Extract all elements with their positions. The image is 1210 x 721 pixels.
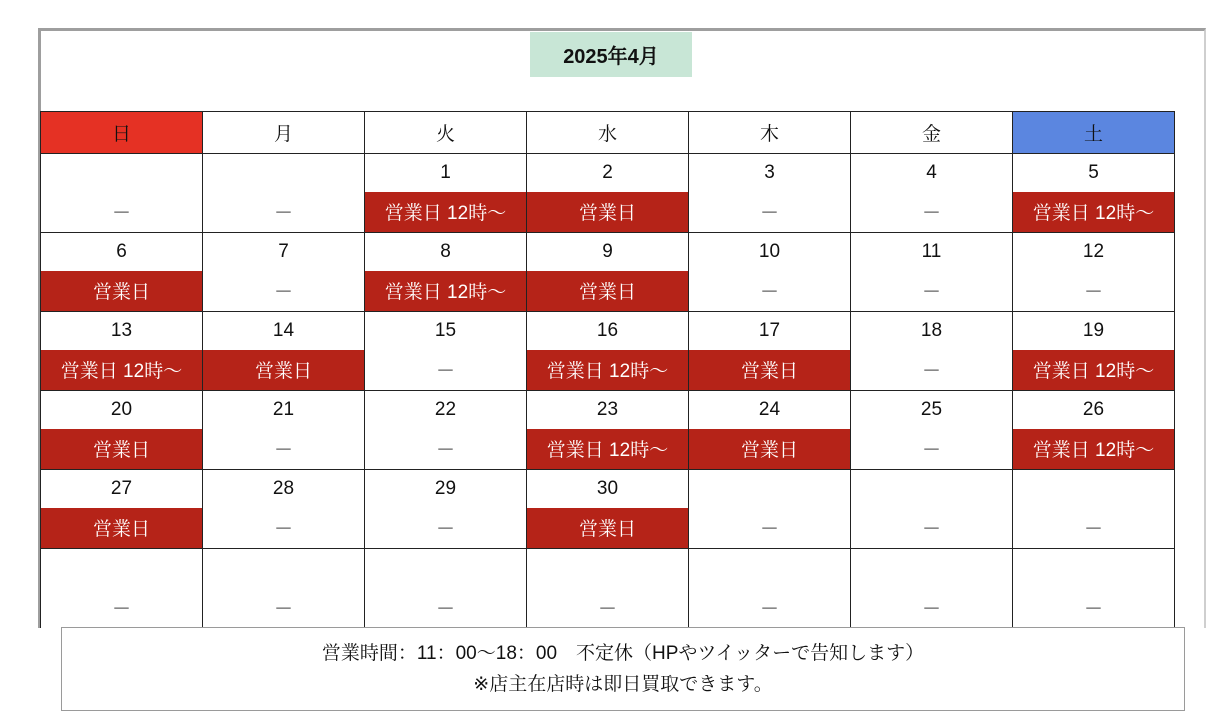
day-status: 営業日 bbox=[203, 350, 365, 391]
day-status: － bbox=[527, 587, 689, 628]
week-date-row bbox=[41, 154, 1175, 192]
weekday-header-row bbox=[41, 112, 1175, 154]
day-number: 19 bbox=[1013, 312, 1175, 350]
day-number: 16 bbox=[527, 312, 689, 350]
day-status: － bbox=[1013, 587, 1175, 628]
day-status: － bbox=[851, 587, 1013, 628]
day-status: 営業日 bbox=[527, 508, 689, 549]
weekday-header: 木 bbox=[689, 112, 851, 154]
day-status: 営業日 12時〜 bbox=[1013, 350, 1175, 391]
day-status: － bbox=[41, 587, 203, 628]
day-status: 営業日 12時〜 bbox=[527, 429, 689, 470]
day-number: 15 bbox=[365, 312, 527, 350]
day-status: － bbox=[689, 508, 851, 549]
weekday-header: 土 bbox=[1013, 112, 1175, 154]
day-number: 9 bbox=[527, 233, 689, 271]
day-status: 営業日 bbox=[41, 271, 203, 312]
day-status: － bbox=[365, 429, 527, 470]
day-number: 13 bbox=[41, 312, 203, 350]
day-number: 27 bbox=[41, 470, 203, 508]
day-number: 28 bbox=[203, 470, 365, 508]
day-number bbox=[689, 470, 851, 508]
day-number: 24 bbox=[689, 391, 851, 429]
day-status: － bbox=[203, 271, 365, 312]
day-status: 営業日 bbox=[527, 271, 689, 312]
day-status: 営業日 12時〜 bbox=[527, 350, 689, 391]
day-number: 23 bbox=[527, 391, 689, 429]
week-date-row bbox=[41, 312, 1175, 350]
day-number: 6 bbox=[41, 233, 203, 271]
day-status: － bbox=[689, 192, 851, 233]
day-number bbox=[851, 549, 1013, 587]
day-status: － bbox=[41, 192, 203, 233]
day-status: － bbox=[203, 192, 365, 233]
weekday-header: 月 bbox=[203, 112, 365, 154]
day-status: － bbox=[851, 271, 1013, 312]
day-number: 25 bbox=[851, 391, 1013, 429]
week-date-row bbox=[41, 233, 1175, 271]
day-number: 7 bbox=[203, 233, 365, 271]
day-number: 17 bbox=[689, 312, 851, 350]
day-number: 11 bbox=[851, 233, 1013, 271]
day-status: 営業日 12時〜 bbox=[1013, 429, 1175, 470]
day-number bbox=[365, 549, 527, 587]
week-date-row bbox=[41, 470, 1175, 508]
day-number: 22 bbox=[365, 391, 527, 429]
day-number: 29 bbox=[365, 470, 527, 508]
week-date-row bbox=[41, 549, 1175, 587]
day-status: 営業日 bbox=[689, 429, 851, 470]
day-number bbox=[41, 154, 203, 192]
day-status: － bbox=[851, 508, 1013, 549]
weekday-header: 水 bbox=[527, 112, 689, 154]
week-status-row bbox=[41, 587, 1175, 628]
day-number bbox=[689, 549, 851, 587]
day-number bbox=[851, 470, 1013, 508]
week-status-row bbox=[41, 350, 1175, 391]
day-status: 営業日 bbox=[689, 350, 851, 391]
day-status: － bbox=[689, 587, 851, 628]
week-date-row bbox=[41, 391, 1175, 429]
day-status: － bbox=[851, 350, 1013, 391]
day-number: 18 bbox=[851, 312, 1013, 350]
day-number: 5 bbox=[1013, 154, 1175, 192]
day-number: 26 bbox=[1013, 391, 1175, 429]
business-hours-text: 営業時間：11：00〜18：00 不定休（HPやツイッターで告知します） bbox=[321, 643, 925, 664]
day-number: 8 bbox=[365, 233, 527, 271]
day-number bbox=[527, 549, 689, 587]
day-number: 4 bbox=[851, 154, 1013, 192]
day-number bbox=[1013, 549, 1175, 587]
day-number: 21 bbox=[203, 391, 365, 429]
day-number bbox=[1013, 470, 1175, 508]
day-status: 営業日 12時〜 bbox=[1013, 192, 1175, 233]
day-status: 営業日 12時〜 bbox=[365, 271, 527, 312]
day-number: 1 bbox=[365, 154, 527, 192]
day-status: － bbox=[851, 429, 1013, 470]
calendar-table bbox=[40, 111, 1175, 628]
day-number: 10 bbox=[689, 233, 851, 271]
day-status: － bbox=[365, 587, 527, 628]
day-status: － bbox=[851, 192, 1013, 233]
day-status: － bbox=[203, 429, 365, 470]
footer-notice bbox=[61, 627, 1185, 711]
day-status: 営業日 bbox=[41, 508, 203, 549]
weekday-header: 火 bbox=[365, 112, 527, 154]
day-status: － bbox=[689, 271, 851, 312]
same-day-purchase-note: ※店主在店時は即日買取できます。 bbox=[473, 674, 773, 695]
day-status: － bbox=[365, 508, 527, 549]
day-status: 営業日 12時〜 bbox=[41, 350, 203, 391]
day-number: 2 bbox=[527, 154, 689, 192]
day-number: 3 bbox=[689, 154, 851, 192]
week-status-row bbox=[41, 192, 1175, 233]
day-number bbox=[203, 154, 365, 192]
week-status-row bbox=[41, 429, 1175, 470]
day-number: 20 bbox=[41, 391, 203, 429]
week-status-row bbox=[41, 271, 1175, 312]
month-title: 2025年4月 bbox=[530, 32, 692, 77]
day-status: 営業日 12時〜 bbox=[365, 192, 527, 233]
day-number bbox=[203, 549, 365, 587]
weekday-header: 日 bbox=[41, 112, 203, 154]
day-status: － bbox=[203, 508, 365, 549]
day-number: 12 bbox=[1013, 233, 1175, 271]
day-number: 14 bbox=[203, 312, 365, 350]
day-status: － bbox=[365, 350, 527, 391]
weekday-header: 金 bbox=[851, 112, 1013, 154]
day-number bbox=[41, 549, 203, 587]
day-status: 営業日 bbox=[41, 429, 203, 470]
day-number: 30 bbox=[527, 470, 689, 508]
day-status: － bbox=[1013, 271, 1175, 312]
week-status-row bbox=[41, 508, 1175, 549]
day-status: － bbox=[203, 587, 365, 628]
day-status: 営業日 bbox=[527, 192, 689, 233]
day-status: － bbox=[1013, 508, 1175, 549]
